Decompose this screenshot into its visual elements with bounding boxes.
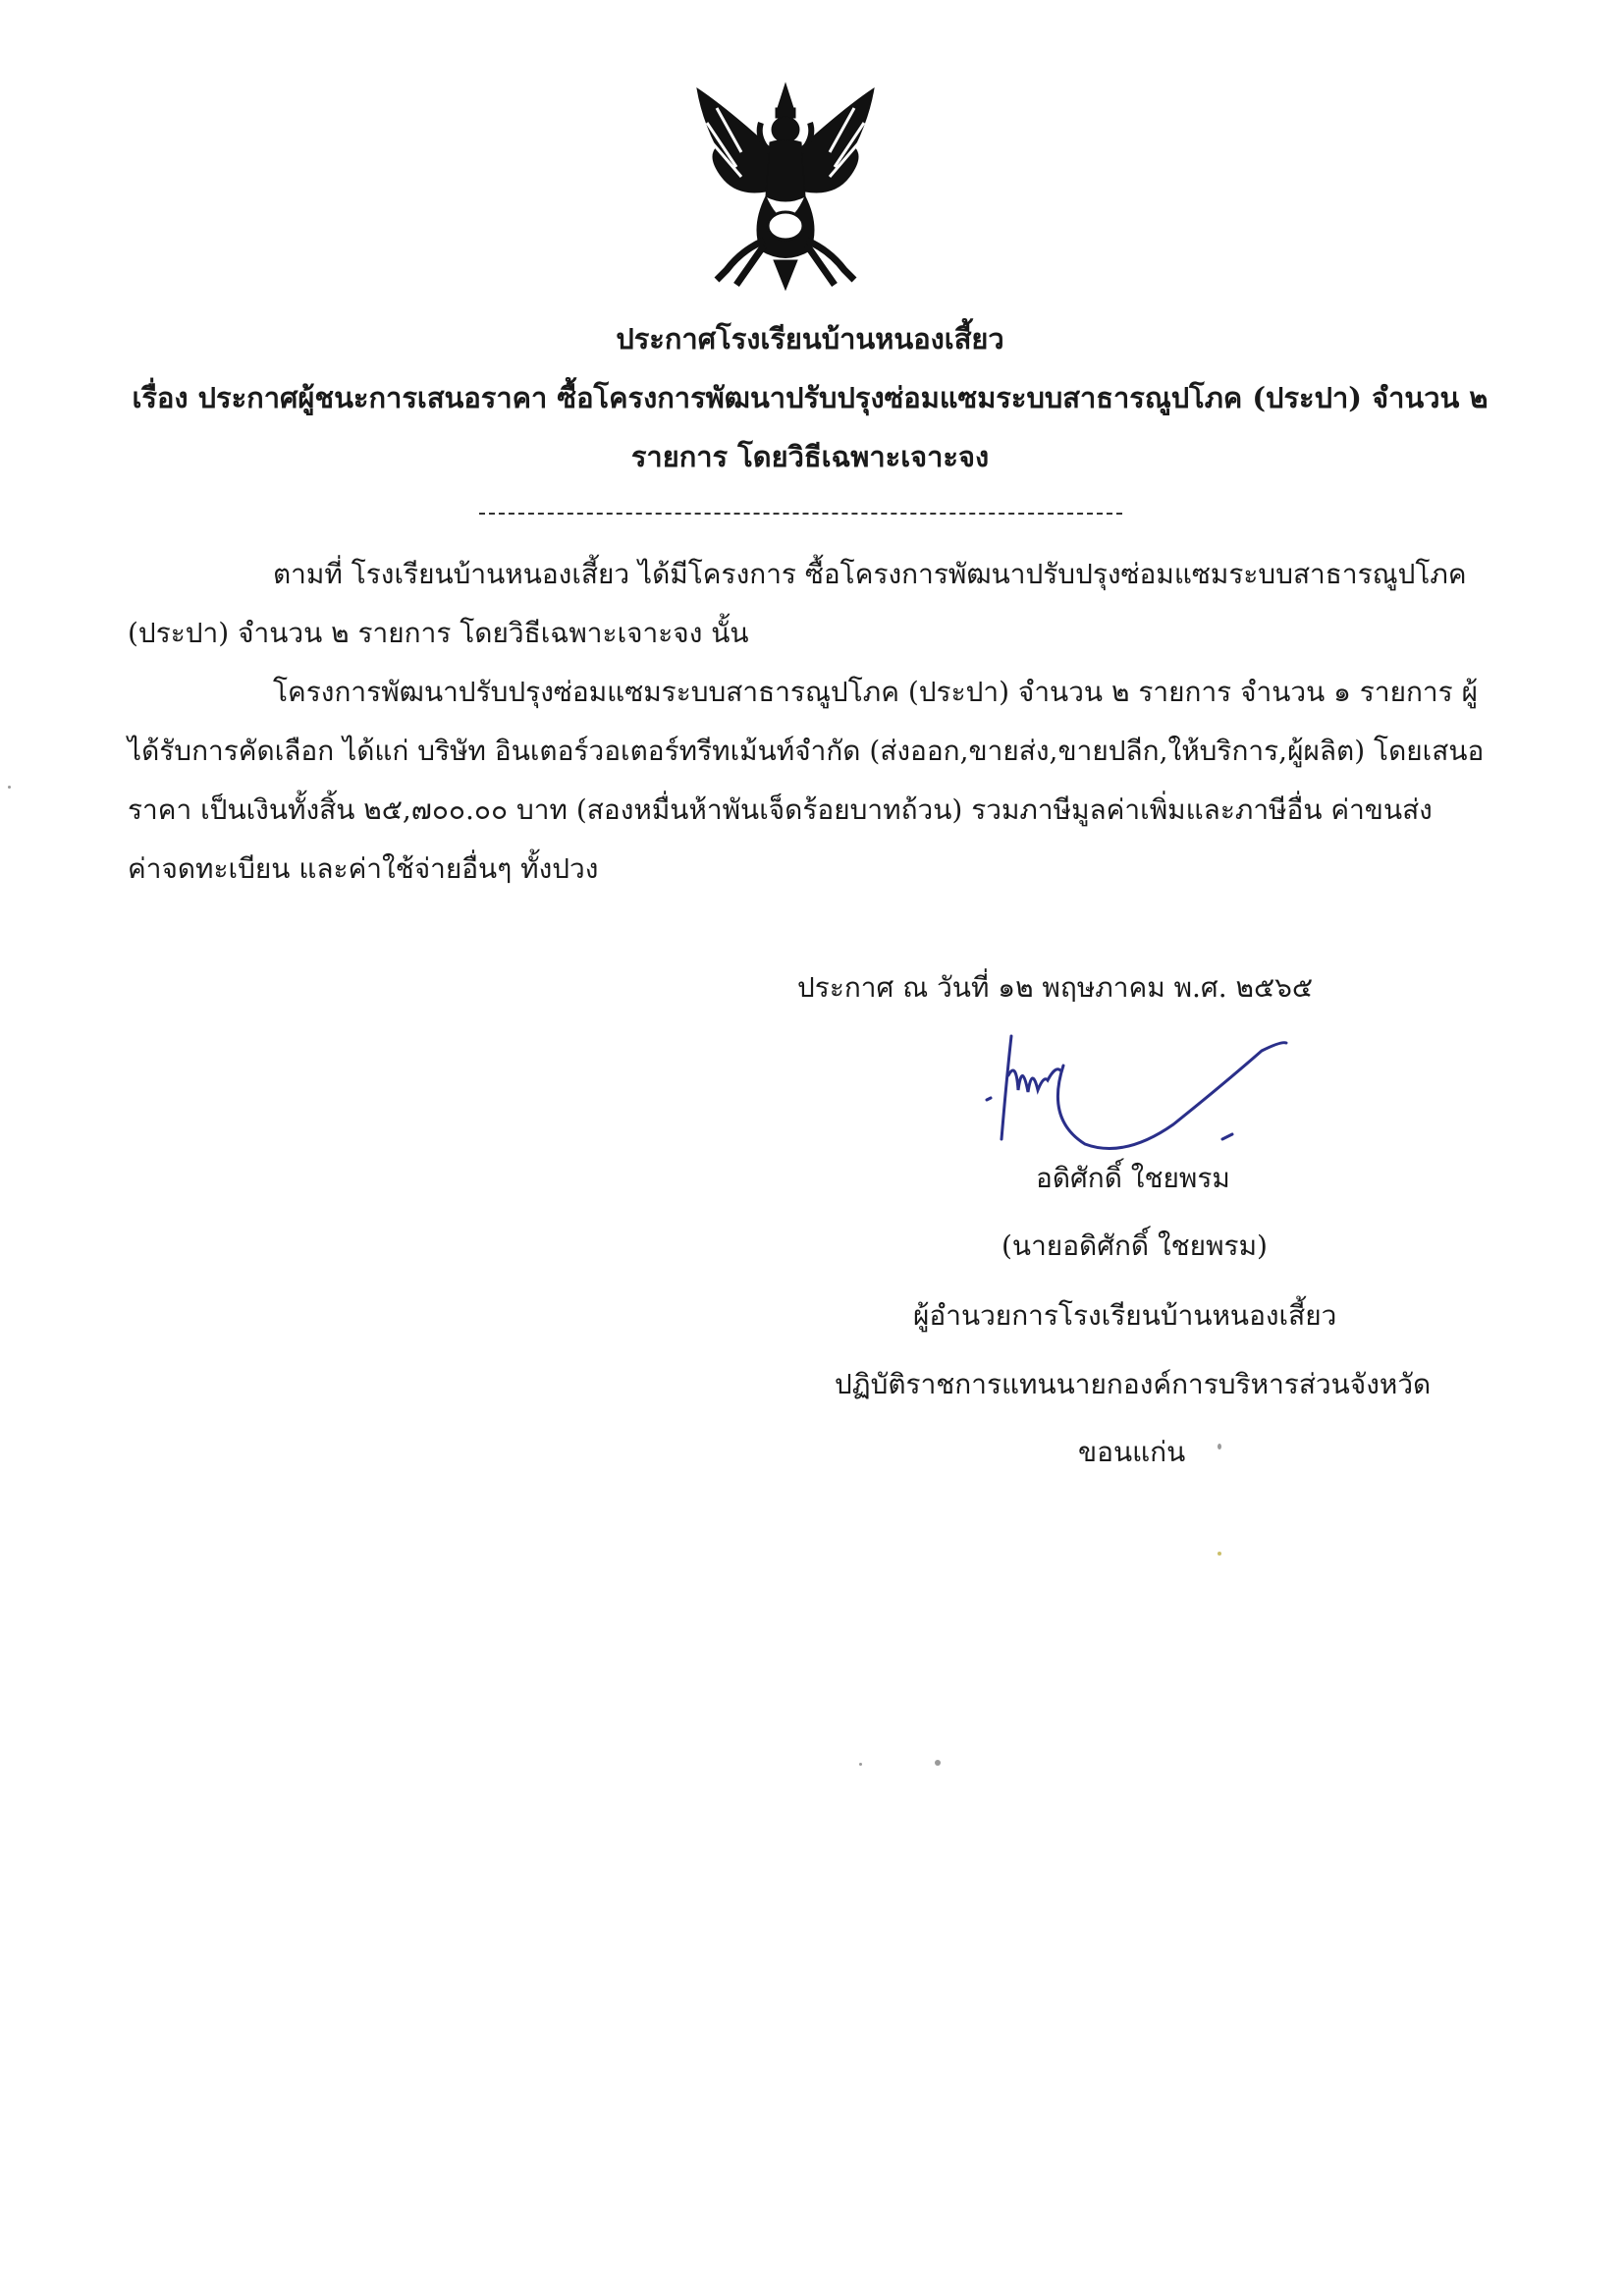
document-body xyxy=(128,545,1485,899)
paragraph-1-line-1: ตามที่ โรงเรียนบ้านหนองเสี้ยว ได้มีโครงการ ซื้อโครงการพัฒนาปรับปรุงซ่อมแซมระบบสาธารณูปโภค xyxy=(273,558,1467,590)
document-title: ประกาศโรงเรียนบ้านหนองเสี้ยว xyxy=(616,322,1004,355)
paragraph-1 xyxy=(128,545,1467,663)
subject-line-1: เรื่อง ประกาศผู้ชนะการเสนอราคา ซื้อโครงการพัฒนาปรับปรุงซ่อมแซมระบบสาธารณูปโภค (ประปา) จำนวน ๒ xyxy=(132,381,1489,414)
signer-full-name: (นายอดิศักดิ์ ใชยพรม) xyxy=(1001,1230,1268,1262)
dashed-divider xyxy=(479,513,1122,515)
paragraph-2-line-1: โครงการพัฒนาปรับปรุงซ่อมแซมระบบสาธารณูปโภค (ประปา) จำนวน ๒ รายการ จำนวน ๑ รายการ ผู้ xyxy=(273,676,1478,708)
signed-name: อดิศักดิ์ ใชยพรม xyxy=(1036,1162,1230,1194)
signer-acting-for: ปฏิบัติราชการแทนนายกองค์การบริหารส่วนจังหวัด xyxy=(835,1368,1432,1400)
scan-speck xyxy=(935,1760,941,1766)
signer-position: ผู้อำนวยการโรงเรียนบ้านหนองเสี้ยว xyxy=(913,1299,1337,1332)
paragraph-2-line-4: ค่าจดทะเบียน และค่าใช้จ่ายอื่นๆ ทั้งปวง xyxy=(128,852,599,885)
scan-speck xyxy=(8,786,11,789)
announcement-heading xyxy=(108,309,1512,486)
subject-line-2: รายการ โดยวิธีเฉพาะเจาะจง xyxy=(630,440,990,473)
announcement-date: ประกาศ ณ วันที่ ๑๒ พฤษภาคม พ.ศ. ๒๕๖๕ xyxy=(797,971,1314,1004)
paragraph-2 xyxy=(128,663,1485,899)
handwritten-signature-icon xyxy=(967,1021,1360,1169)
paragraph-2-line-3: ราคา เป็นเงินทั้งสิ้น ๒๕,๗๐๐.๐๐ บาท (สองหมื่นห้าพันเจ็ดร้อยบาทถ้วน) รวมภาษีมูลค่าเพิ่มและภาษีอื่น ค่าขนส่ง xyxy=(128,793,1433,826)
scan-speck xyxy=(1218,1552,1221,1556)
scan-speck xyxy=(859,1763,862,1766)
scan-speck xyxy=(1218,1444,1221,1449)
signer-province: ขอนแก่น xyxy=(1078,1436,1186,1468)
paragraph-2-line-2: ได้รับการคัดเลือก ได้แก่ บริษัท อินเตอร์วอเตอร์ทรีทเม้นท์จำกัด (ส่งออก,ขายส่ง,ขายปลีก,ให้บริการ,ผู้ผลิต) โดยเสนอ xyxy=(128,735,1485,767)
garuda-emblem-icon xyxy=(687,79,884,295)
paragraph-1-line-2: (ประปา) จำนวน ๒ รายการ โดยวิธีเฉพาะเจาะจง นั้น xyxy=(128,617,749,649)
